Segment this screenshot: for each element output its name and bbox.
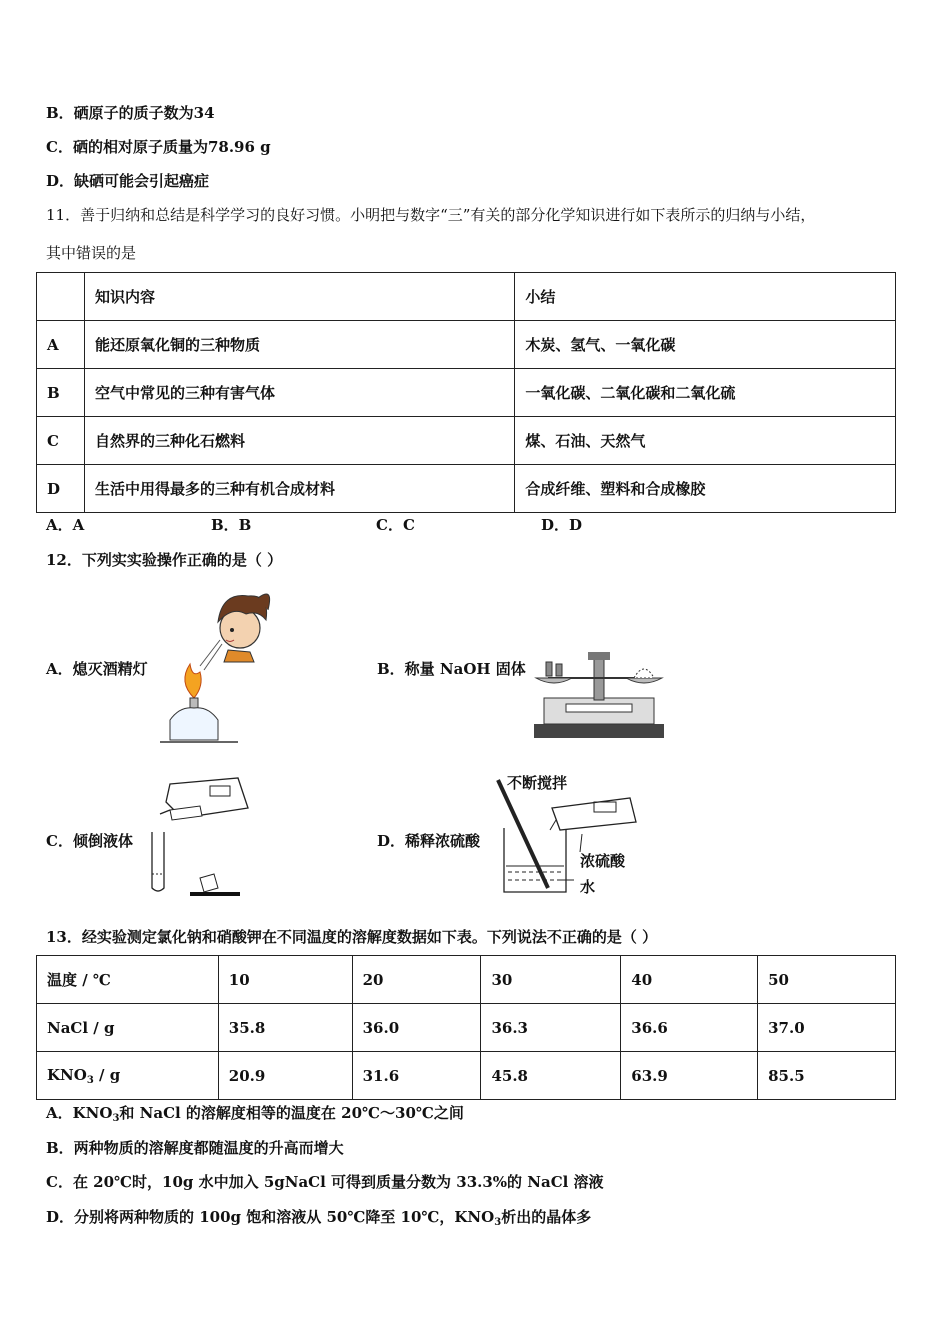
q13-option-a-text: A．KNO (46, 1104, 113, 1122)
q13-option-b: B．两种物质的溶解度都随温度的升高而增大 (46, 1139, 344, 1157)
table-cell: B (37, 369, 85, 417)
q12-option-a-label: A．熄灭酒精灯 (46, 660, 148, 678)
kno3-label: KNO (47, 1065, 87, 1084)
table-cell: 36.0 (352, 1004, 481, 1052)
table-header-row (37, 956, 896, 1004)
q12-stem: 12．下列实实验操作正确的是（ ） (46, 551, 283, 569)
pouring-liquid-figure (130, 770, 250, 900)
q11-option-a: A．A (46, 516, 85, 534)
table-cell: C (37, 417, 85, 465)
table-cell: 小结 (515, 273, 896, 321)
q13-option-d-subscript: 3 (494, 1217, 502, 1228)
q13-option-a-subscript: 3 (112, 1113, 120, 1124)
q10-option-b: B．硒原子的质子数为34 (46, 104, 215, 122)
q13-stem: 13．经实验测定氯化钠和硝酸钾在不同温度的溶解度数据如下表。下列说法不正确的是（ ） (46, 928, 658, 946)
table-cell: 36.3 (481, 1004, 621, 1052)
table-cell: 40 (621, 956, 758, 1004)
table-header-row (37, 273, 896, 321)
table-cell: 85.5 (758, 1052, 896, 1100)
table-row (37, 465, 896, 513)
table-cell: 煤、石油、天然气 (515, 417, 896, 465)
table-cell: 生活中用得最多的三种有机合成材料 (84, 465, 514, 513)
acid-annotation: 浓硫酸 (580, 852, 626, 870)
table-cell: 20.9 (218, 1052, 352, 1100)
q11-option-d: D．D (541, 516, 583, 534)
solubility-table (36, 955, 896, 1100)
table-cell: 36.6 (621, 1004, 758, 1052)
table-cell (37, 1052, 219, 1100)
balance-weighing-figure (530, 648, 670, 743)
table-cell: 知识内容 (84, 273, 514, 321)
q11-option-b: B．B (211, 516, 252, 534)
q13-option-a-text-tail: 和 NaCl 的溶解度相等的温度在 20℃～30℃之间 (119, 1104, 464, 1122)
q10-option-c: C．硒的相对原子质量为78.96 g (46, 138, 271, 156)
q12-option-b-label: B．称量 NaOH 固体 (377, 660, 526, 678)
q13-option-c: C．在 20℃时，10g 水中加入 5gNaCl 可得到质量分数为 33.3%的 NaCl 溶液 (46, 1173, 604, 1191)
q13-option-d (46, 1206, 591, 1228)
kno3-unit: / g (93, 1065, 121, 1084)
blowing-out-alcohol-lamp-figure (150, 580, 280, 745)
q12-option-c-label: C．倾倒液体 (46, 832, 133, 850)
q11-option-c: C．C (376, 516, 415, 534)
table-cell: NaCl / g (37, 1004, 219, 1052)
table-cell (37, 273, 85, 321)
table-cell: 木炭、氢气、一氧化碳 (515, 321, 896, 369)
table-cell: 温度 / ℃ (37, 956, 219, 1004)
table-cell: 31.6 (352, 1052, 481, 1100)
q13-option-d-text-tail: 析出的晶体多 (501, 1208, 592, 1226)
table-cell: 63.9 (621, 1052, 758, 1100)
q13-option-a (46, 1102, 464, 1124)
table-cell: D (37, 465, 85, 513)
kno3-subscript: 3 (86, 1074, 94, 1086)
table-row (37, 1004, 896, 1052)
table-cell: 20 (352, 956, 481, 1004)
table-row (37, 417, 896, 465)
q11-table (36, 272, 896, 513)
table-cell: A (37, 321, 85, 369)
q11-stem-line2: 其中错误的是 (46, 244, 137, 262)
q13-option-d-text: D．分别将两种物质的 100g 饱和溶液从 50℃降至 10℃，KNO (46, 1208, 495, 1226)
table-cell: 空气中常见的三种有害气体 (84, 369, 514, 417)
q11-stem-line1: 11．善于归纳和总结是科学学习的良好习惯。小明把与数字“三”有关的部分化学知识进行如下表所示的归纳与小结， (46, 206, 816, 224)
table-cell: 45.8 (481, 1052, 621, 1100)
table-cell: 37.0 (758, 1004, 896, 1052)
table-cell: 一氧化碳、二氧化碳和二氧化硫 (515, 369, 896, 417)
q12-option-d-label: D．稀释浓硫酸 (377, 832, 481, 850)
table-cell: 30 (481, 956, 621, 1004)
table-cell: 合成纤维、塑料和合成橡胶 (515, 465, 896, 513)
table-cell: 35.8 (218, 1004, 352, 1052)
table-row (37, 369, 896, 417)
table-cell: 10 (218, 956, 352, 1004)
q10-option-d: D．缺硒可能会引起癌症 (46, 172, 210, 190)
table-row (37, 321, 896, 369)
stir-annotation: 不断搅拌 (507, 774, 568, 792)
water-annotation: 水 (580, 878, 596, 896)
table-cell: 自然界的三种化石燃料 (84, 417, 514, 465)
table-row (37, 1052, 896, 1100)
table-cell: 50 (758, 956, 896, 1004)
table-cell: 能还原氧化铜的三种物质 (84, 321, 514, 369)
